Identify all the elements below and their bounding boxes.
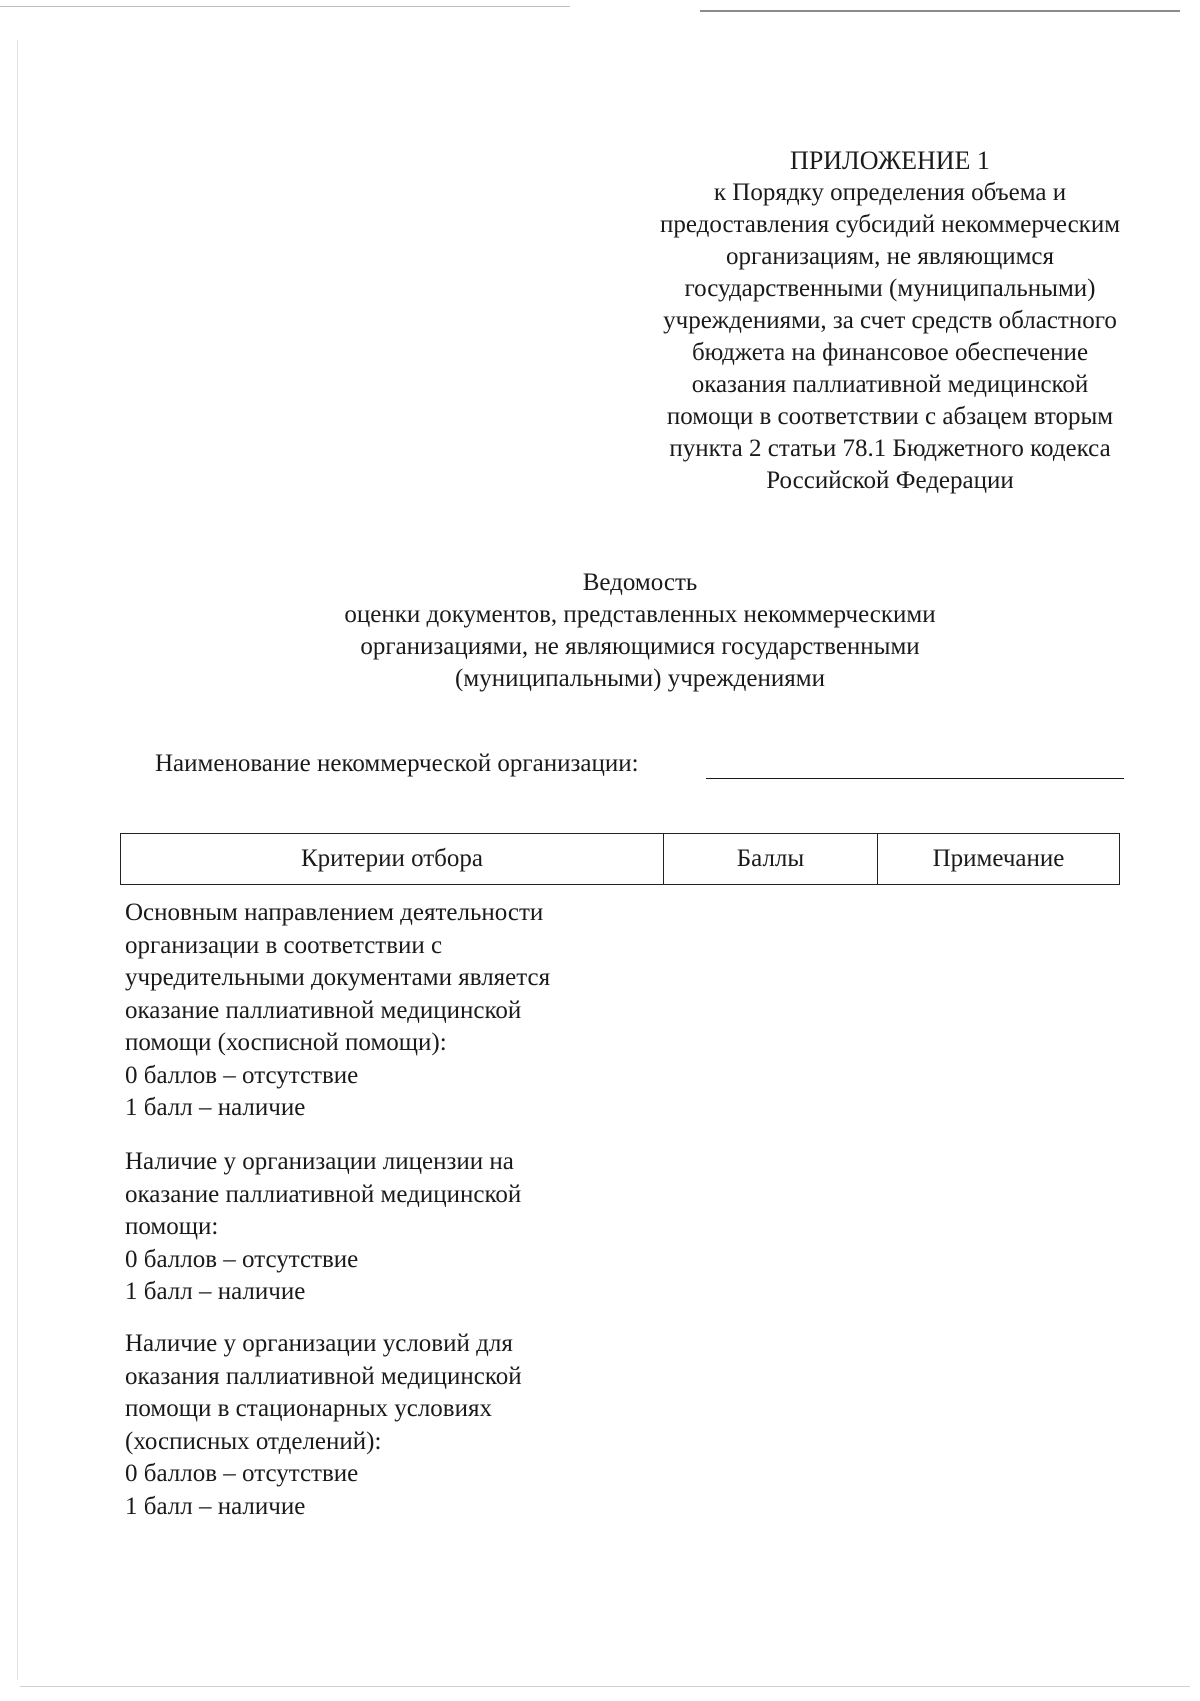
- criterion-main-activity: [125, 897, 550, 1125]
- statement-line: (муниципальными) учреждениями: [455, 665, 825, 692]
- criterion-inpatient-conditions: [125, 1328, 522, 1523]
- appendix-line: помощи в соответствии с абзацем вторым: [666, 403, 1114, 430]
- appendix-title: ПРИЛОЖЕНИЕ 1: [790, 146, 990, 175]
- criterion-line: Наличие у организации лицензии на: [125, 1148, 514, 1175]
- criterion-line: Основным направлением деятельности: [125, 899, 544, 926]
- criteria-table-header: [120, 833, 1120, 885]
- criterion-score-line: 1 балл – наличие: [125, 1278, 306, 1305]
- header-criteria: Критерии отбора: [121, 834, 664, 884]
- criterion-license: [125, 1146, 521, 1309]
- appendix-line: Российской Федерации: [766, 467, 1014, 494]
- appendix-line: организациям, не являющимся: [725, 243, 1055, 270]
- criterion-score-line: 0 баллов – отсутствие: [125, 1245, 359, 1273]
- statement-title: Ведомость: [582, 569, 698, 596]
- criterion-line: помощи (хосписной помощи):: [125, 1029, 447, 1056]
- header-points: Баллы: [664, 834, 878, 884]
- criterion-line: Наличие у организации условий для: [125, 1330, 513, 1357]
- appendix-line: бюджета на финансовое обеспечение: [691, 339, 1089, 366]
- criterion-line: (хосписных отделений):: [125, 1427, 382, 1455]
- criterion-line: помощи в стационарных условиях: [125, 1395, 492, 1422]
- criterion-line: оказание паллиативной медицинской: [125, 996, 522, 1024]
- statement-heading: [200, 567, 1080, 695]
- appendix-line: государственными (муниципальными): [684, 275, 1096, 302]
- scan-edge-bottom: [20, 1686, 1190, 1687]
- appendix-line: оказания паллиативной медицинской: [691, 371, 1089, 398]
- appendix-line: пункта 2 статьи 78.1 Бюджетного кодекса: [669, 435, 1111, 462]
- scan-edge-top: [0, 6, 570, 7]
- criterion-score-line: 1 балл – наличие: [125, 1492, 306, 1520]
- criterion-score-line: 0 баллов – отсутствие: [125, 1460, 359, 1487]
- scan-edge-top-right: [700, 10, 1180, 12]
- header-note: Примечание: [932, 845, 1065, 872]
- appendix-line: учреждениями, за счет средств областного: [663, 307, 1117, 334]
- appendix-block: [600, 145, 1180, 497]
- criterion-line: учредительными документами является: [125, 964, 551, 991]
- criterion-score-line: 1 балл – наличие: [125, 1094, 306, 1121]
- scan-edge-left: [17, 40, 18, 1680]
- criterion-line: помощи:: [125, 1213, 219, 1240]
- criterion-line: оказания паллиативной медицинской: [125, 1362, 522, 1390]
- appendix-line: предоставления субсидий некоммерческим: [659, 211, 1121, 238]
- appendix-line: к Порядку определения объема и: [713, 179, 1067, 206]
- org-name-blank: [706, 777, 1124, 779]
- criterion-score-line: 0 баллов – отсутствие: [125, 1061, 359, 1089]
- statement-line: организациями, не являющимися государственными: [360, 633, 920, 660]
- org-name-label: Наименование некоммерческой организации:: [155, 750, 639, 777]
- criterion-line: оказание паллиативной медицинской: [125, 1180, 522, 1208]
- statement-line: оценки документов, представленных некоммерческими: [344, 601, 936, 628]
- criterion-line: организации в соответствии с: [125, 931, 443, 959]
